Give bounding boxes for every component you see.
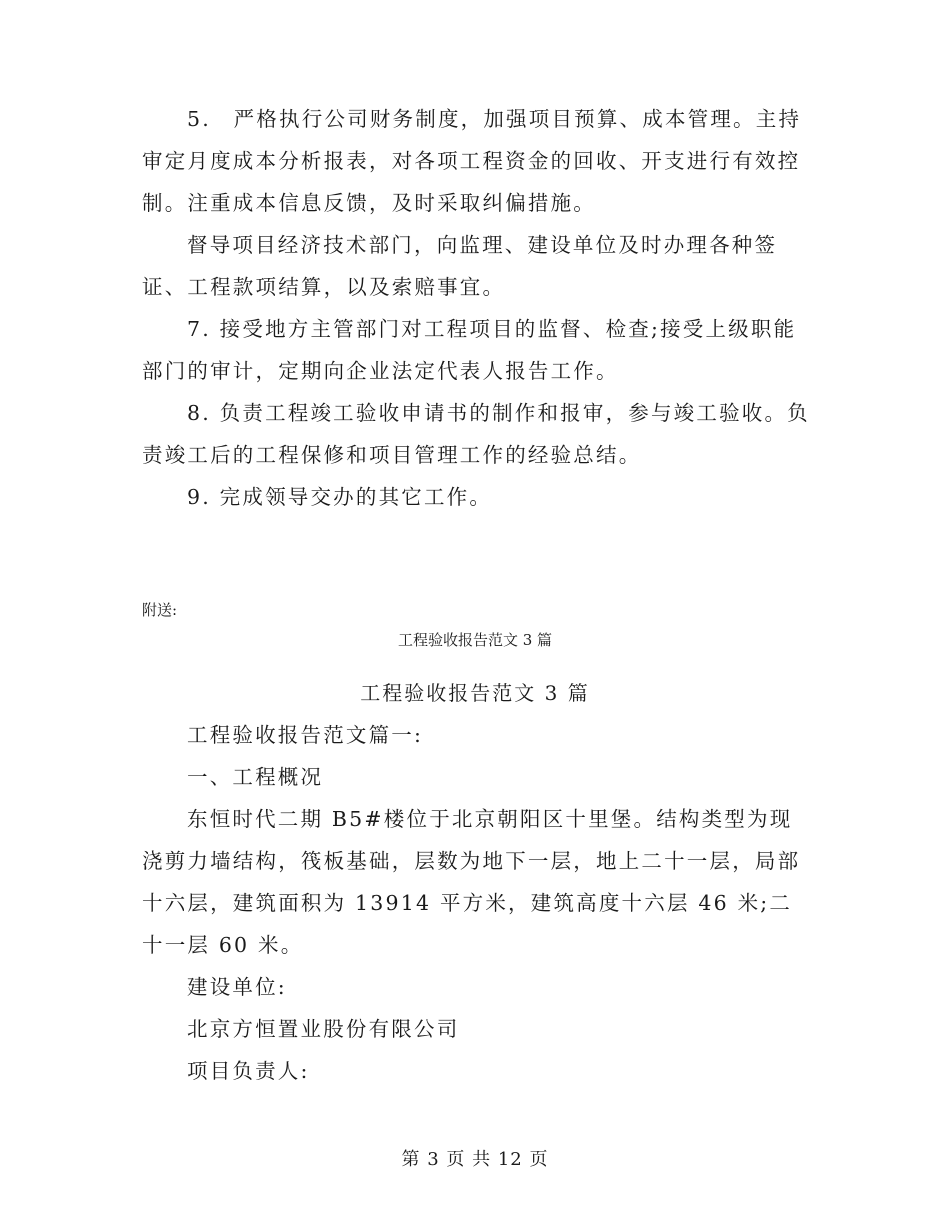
paragraph-item-8: 8. 负责工程竣工验收申请书的制作和报审，参与竣工验收。负责竣工后的工程保修和项目管理工作的经验总结。 — [142, 401, 810, 467]
section-label: 工程验收报告范文篇一: — [187, 723, 424, 747]
paragraph-item-9: 9. 完成领导交办的其它工作。 — [187, 485, 493, 509]
appendix-label: 附送: — [142, 601, 178, 619]
appendix-small-title: 工程验收报告范文 3 篇 — [397, 631, 553, 649]
project-lead-label: 项目负责人: — [187, 1059, 310, 1083]
section-heading: 一、工程概况 — [187, 765, 324, 789]
overview-paragraph: 东恒时代二期 B5#楼位于北京朝阳区十里堡。结构类型为现浇剪力墙结构，筏板基础，层数为地下一层，地上二十一层，局部十六层，建筑面积为 13914 平方米，建筑高度十六层 46 米;二十一层 60 米。 — [142, 807, 801, 957]
builder-label: 建设单位: — [187, 975, 287, 999]
paragraph-item-7: 7. 接受地方主管部门对工程项目的监督、检查;接受上级职能部门的审计，定期向企业法定代表人报告工作。 — [142, 317, 797, 383]
paragraph-item-6: 督导项目经济技术部门，向监理、建设单位及时办理各种签证、工程款项结算，以及索赔事宜。 — [142, 233, 778, 299]
builder-name: 北京方恒置业股份有限公司 — [187, 1017, 460, 1041]
page-footer: 第 3 页 共 12 页 — [401, 1149, 549, 1170]
paragraph-item-5: 5. 严格执行公司财务制度，加强项目预算、成本管理。主持审定月度成本分析报表，对各项工程资金的回收、开支进行有效控制。注重成本信息反馈，及时采取纠偏措施。 — [142, 107, 802, 215]
appendix-title: 工程验收报告范文 3 篇 — [360, 681, 590, 705]
